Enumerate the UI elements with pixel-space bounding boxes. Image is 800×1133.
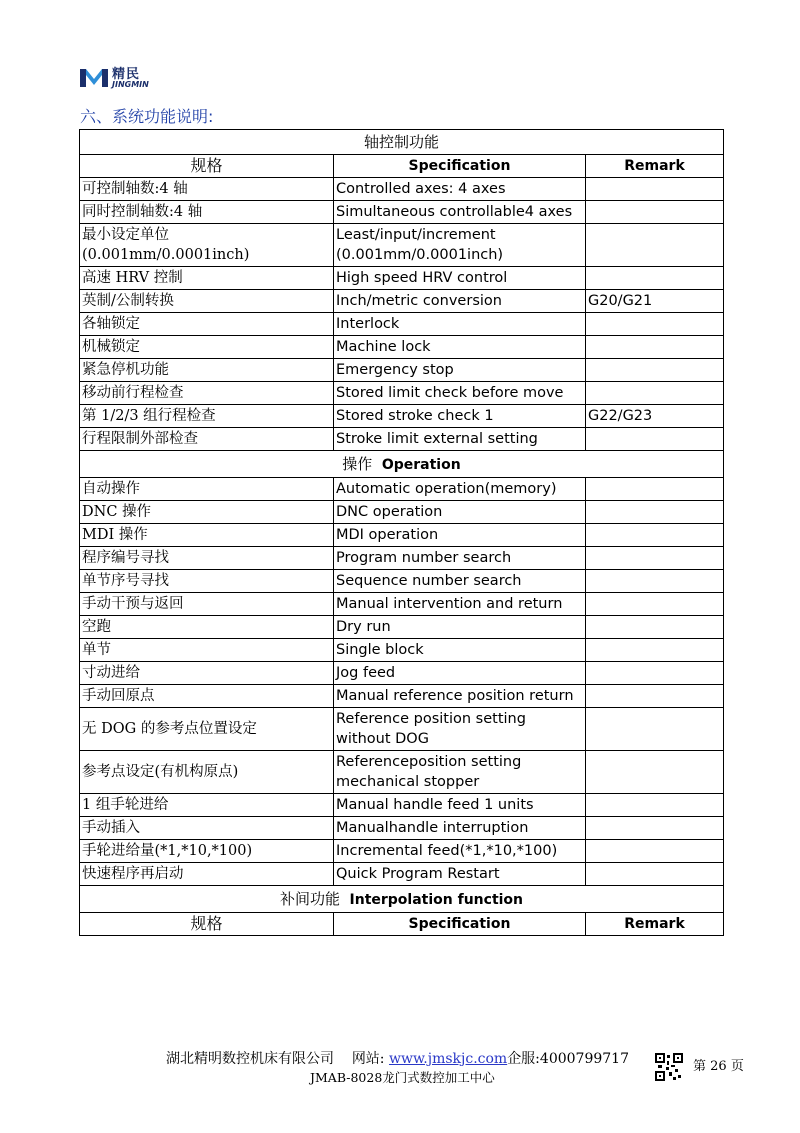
- cell-remark: [586, 336, 724, 359]
- operation-section-heading: 操作 Operation: [80, 451, 724, 478]
- cell-en: Referenceposition setting mechanical stopper: [334, 751, 586, 794]
- table-row: [80, 616, 724, 639]
- cell-cn: DNC 操作: [80, 501, 334, 524]
- table-row: [80, 570, 724, 593]
- cell-remark: [586, 794, 724, 817]
- section-title: 六、系统功能说明:: [80, 107, 214, 126]
- cell-en: Program number search: [334, 547, 586, 570]
- cell-cn: 紧急停机功能: [80, 359, 334, 382]
- header-spec: Specification: [334, 913, 586, 936]
- cell-cn: 寸动进给: [80, 662, 334, 685]
- table-row: [80, 794, 724, 817]
- table-row: [80, 359, 724, 382]
- table-row: [80, 382, 724, 405]
- cell-cn: 最小设定单位(0.001mm/0.0001inch): [80, 224, 334, 267]
- cell-remark: [586, 501, 724, 524]
- table-row: [80, 290, 724, 313]
- cell-cn: 空跑: [80, 616, 334, 639]
- cell-cn: 手动回原点: [80, 685, 334, 708]
- table-row: [80, 751, 724, 794]
- cell-remark: [586, 570, 724, 593]
- cell-en: Stroke limit external setting: [334, 428, 586, 451]
- cell-remark: [586, 524, 724, 547]
- header-cn: 规格: [80, 155, 334, 178]
- cell-remark: [586, 751, 724, 794]
- page-number: 第 26 页: [693, 1059, 744, 1074]
- cell-remark: [586, 359, 724, 382]
- cell-cn: 手动插入: [80, 817, 334, 840]
- cell-cn: 各轴锁定: [80, 313, 334, 336]
- cell-cn: 手轮进给量(*1,*10,*100): [80, 840, 334, 863]
- cell-cn: 单节: [80, 639, 334, 662]
- cell-remark: [586, 224, 724, 267]
- cell-cn: 行程限制外部检查: [80, 428, 334, 451]
- cell-en: Inch/metric conversion: [334, 290, 586, 313]
- cell-remark: [586, 547, 724, 570]
- cell-cn: 第 1/2/3 组行程检查: [80, 405, 334, 428]
- cell-cn: 1 组手轮进给: [80, 794, 334, 817]
- table-row: [80, 639, 724, 662]
- cell-en: Automatic operation(memory): [334, 478, 586, 501]
- cell-en: MDI operation: [334, 524, 586, 547]
- table-header-row: [80, 913, 724, 936]
- cell-en: DNC operation: [334, 501, 586, 524]
- footer-phone: 4000799717: [539, 1051, 629, 1067]
- cell-remark: [586, 840, 724, 863]
- table-row: [80, 201, 724, 224]
- footer-contact: [166, 1048, 629, 1068]
- cell-remark: [586, 685, 724, 708]
- table-row: [80, 405, 724, 428]
- table-row: [80, 685, 724, 708]
- cell-en: Manualhandle interruption: [334, 817, 586, 840]
- cell-en: Jog feed: [334, 662, 586, 685]
- table-row: [80, 336, 724, 359]
- cell-remark: G22/G23: [586, 405, 724, 428]
- table-row: [80, 708, 724, 751]
- table-row: [80, 224, 724, 267]
- header-remark: Remark: [586, 155, 724, 178]
- cell-en: Single block: [334, 639, 586, 662]
- cell-remark: [586, 863, 724, 886]
- cell-cn: 高速 HRV 控制: [80, 267, 334, 290]
- table-row: [80, 478, 724, 501]
- cell-cn: 单节序号寻找: [80, 570, 334, 593]
- cell-cn: MDI 操作: [80, 524, 334, 547]
- interpolation-section-heading: 补间功能 Interpolation function: [80, 886, 724, 913]
- cell-en: Manual reference position return: [334, 685, 586, 708]
- cell-cn: 无 DOG 的参考点位置设定: [80, 708, 334, 751]
- cell-cn: 可控制轴数:4 轴: [80, 178, 334, 201]
- cell-remark: [586, 708, 724, 751]
- header-cn: 规格: [80, 913, 334, 936]
- qr-code-icon: [655, 1053, 683, 1081]
- logo-text-cn: 精民: [112, 66, 141, 82]
- cell-en: Stored limit check before move: [334, 382, 586, 405]
- logo-mark-icon: [80, 66, 108, 90]
- cell-en: Incremental feed(*1,*10,*100): [334, 840, 586, 863]
- cell-remark: [586, 267, 724, 290]
- company-logo: [80, 66, 149, 90]
- table-row: [80, 428, 724, 451]
- cell-en: Simultaneous controllable4 axes: [334, 201, 586, 224]
- cell-en: Interlock: [334, 313, 586, 336]
- table-row: [80, 313, 724, 336]
- cell-en: Stored stroke check 1: [334, 405, 586, 428]
- cell-cn: 参考点设定(有机构原点): [80, 751, 334, 794]
- cell-en: Quick Program Restart: [334, 863, 586, 886]
- table-row: [80, 178, 724, 201]
- table-row: [80, 547, 724, 570]
- cell-cn: 移动前行程检查: [80, 382, 334, 405]
- footer-phone-label: 企服:: [507, 1051, 540, 1067]
- axis-section-heading: 轴控制功能: [80, 130, 724, 155]
- table-row: [80, 840, 724, 863]
- cell-en: Dry run: [334, 616, 586, 639]
- cell-en: Controlled axes: 4 axes: [334, 178, 586, 201]
- cell-en: Machine lock: [334, 336, 586, 359]
- cell-en: Manual intervention and return: [334, 593, 586, 616]
- table-row: [80, 524, 724, 547]
- cell-remark: [586, 428, 724, 451]
- footer-model: JMAB-8028龙门式数控加工中心: [310, 1070, 495, 1085]
- cell-cn: 程序编号寻找: [80, 547, 334, 570]
- cell-remark: [586, 178, 724, 201]
- cell-cn: 自动操作: [80, 478, 334, 501]
- cell-en: Manual handle feed 1 units: [334, 794, 586, 817]
- cell-remark: [586, 593, 724, 616]
- cell-remark: [586, 382, 724, 405]
- spec-table: [79, 129, 724, 936]
- cell-en: Sequence number search: [334, 570, 586, 593]
- cell-remark: [586, 817, 724, 840]
- cell-remark: [586, 616, 724, 639]
- cell-cn: 英制/公制转换: [80, 290, 334, 313]
- table-row: [80, 662, 724, 685]
- header-spec: Specification: [334, 155, 586, 178]
- cell-en: Least/input/increment (0.001mm/0.0001inch): [334, 224, 586, 267]
- logo-text-en: JINGMIN: [112, 79, 149, 89]
- table-header-row: [80, 155, 724, 178]
- cell-cn: 手动干预与返回: [80, 593, 334, 616]
- cell-en: High speed HRV control: [334, 267, 586, 290]
- header-remark: Remark: [586, 913, 724, 936]
- table-row: [80, 501, 724, 524]
- cell-en: Emergency stop: [334, 359, 586, 382]
- footer-site-label: 网站:: [351, 1051, 385, 1067]
- cell-cn: 机械锁定: [80, 336, 334, 359]
- cell-remark: [586, 313, 724, 336]
- footer-company: 湖北精明数控机床有限公司: [166, 1051, 334, 1067]
- cell-remark: [586, 478, 724, 501]
- cell-en: Reference position setting without DOG: [334, 708, 586, 751]
- table-row: [80, 267, 724, 290]
- table-row: [80, 863, 724, 886]
- footer-website-link[interactable]: www.jmskjc.com: [388, 1051, 508, 1067]
- table-row: [80, 817, 724, 840]
- cell-remark: [586, 639, 724, 662]
- cell-cn: 同时控制轴数:4 轴: [80, 201, 334, 224]
- table-row: [80, 593, 724, 616]
- cell-cn: 快速程序再启动: [80, 863, 334, 886]
- cell-remark: [586, 662, 724, 685]
- cell-remark: G20/G21: [586, 290, 724, 313]
- cell-remark: [586, 201, 724, 224]
